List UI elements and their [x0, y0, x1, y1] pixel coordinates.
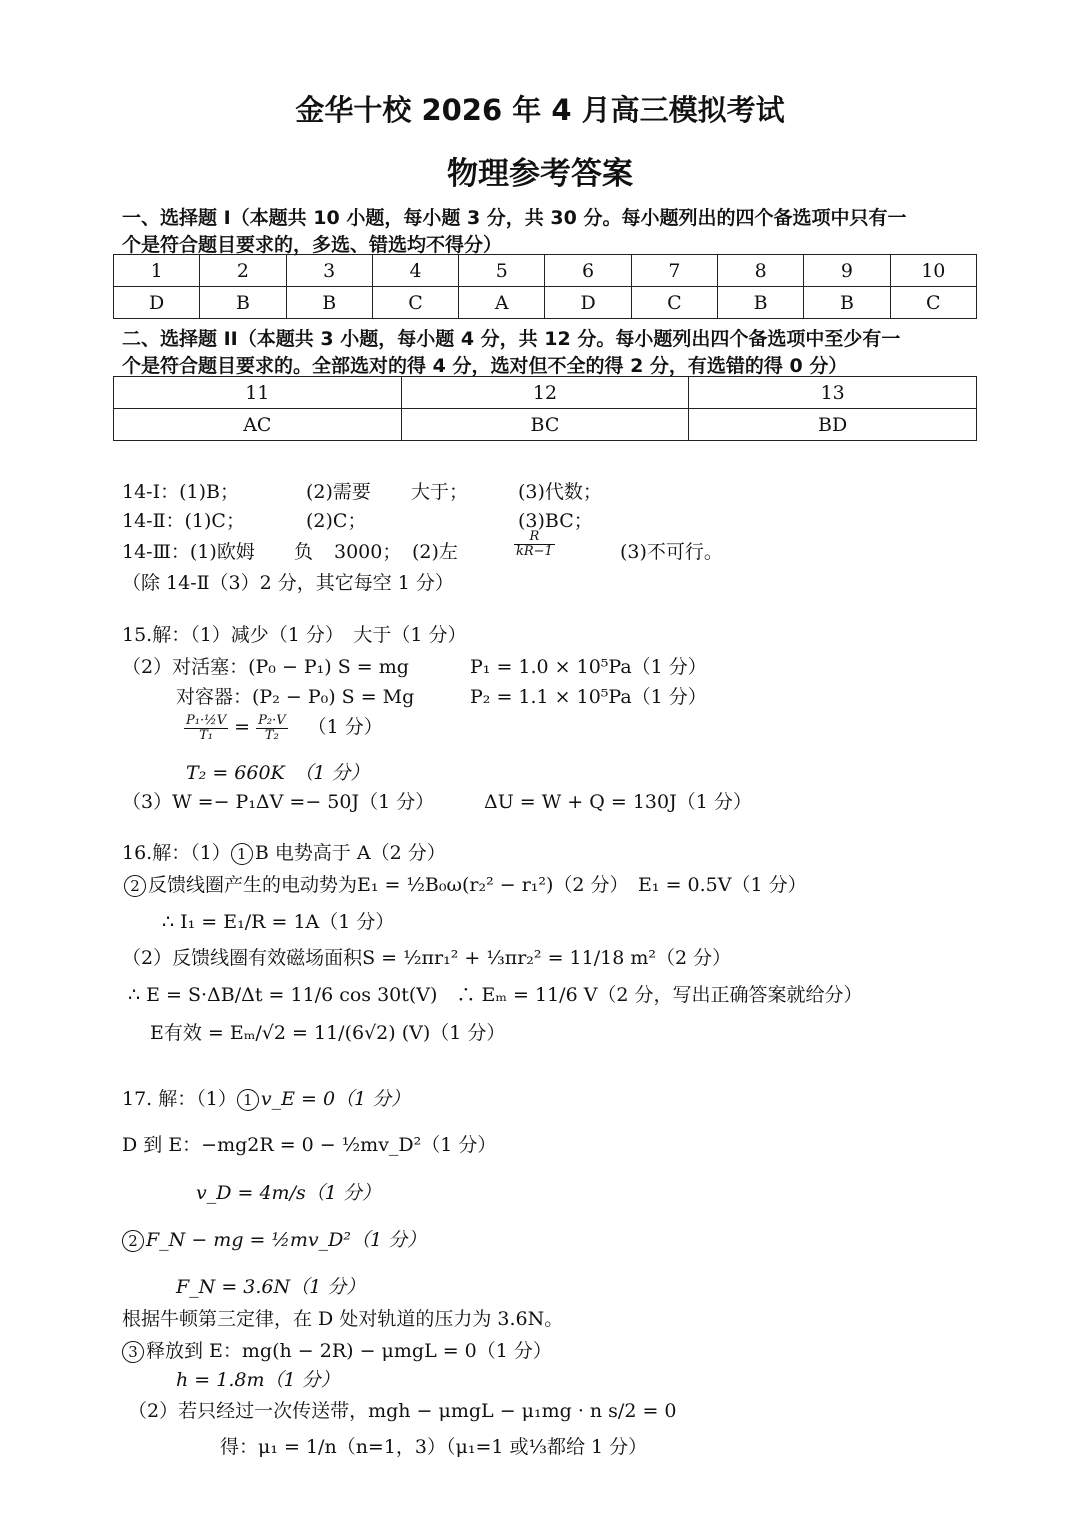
circled-number: 1: [231, 843, 253, 865]
table-cell: 1: [114, 255, 200, 287]
table-cell: 11: [114, 377, 402, 409]
fraction-numerator: R: [514, 530, 555, 545]
section1-heading-line2: 个是符合题目要求的，多选、错选均不得分）: [122, 234, 503, 256]
q16-line1: [122, 838, 446, 865]
q16-line5: ∴ E = S·ΔB/Δt = 11/6 cos 30t(V) ∴ Eₘ = 11/6 V（2 分，写出正确答案就给分）: [128, 984, 863, 1006]
q14-row3-part4: (2)左: [412, 541, 458, 563]
q15-line1: 15.解：（1）减少（1 分） 大于（1 分）: [122, 624, 467, 646]
section2-heading-line1: 二、选择题 II（本题共 3 小题，每小题 4 分，共 12 分。每小题列出四个备选项中至少有一: [122, 328, 901, 350]
table-cell: 13: [689, 377, 977, 409]
circled-number: 3: [122, 1341, 144, 1363]
table-row: [114, 255, 977, 287]
q17-line1: [122, 1084, 410, 1111]
table-cell: B: [200, 287, 286, 319]
table-cell: 8: [718, 255, 804, 287]
table-cell: C: [890, 287, 976, 319]
q16-emf-text: 反馈线圈产生的电动势为E₁ = ½B₀ω(r₂² − r₁²)（2 分） E₁ = 0.5V（1 分）: [148, 874, 807, 896]
q15-line6b: ΔU = W + Q = 130J（1 分）: [484, 791, 752, 813]
q15-line6a: （3）W =− P₁ΔV =− 50J（1 分）: [122, 791, 435, 813]
section2-answer-table: [113, 376, 977, 441]
q14-row1-part1: 14-Ⅰ：(1)B；: [122, 481, 239, 503]
q17-line3: v_D = 4m/s（1 分）: [196, 1182, 381, 1204]
q17-label: 17. 解：（1）: [122, 1088, 237, 1110]
table-cell: 7: [631, 255, 717, 287]
q14-scoring-note: （除 14-Ⅱ（3）2 分，其它每空 1 分）: [122, 572, 454, 594]
q14-row3-part1: 14-Ⅲ：(1)欧姆: [122, 541, 255, 563]
q15-line5: T₂ = 660K （1 分）: [186, 762, 370, 784]
q15-line2a: （2）对活塞：(P₀ − P₁) S = mg: [122, 656, 409, 678]
section2-heading-line2: 个是符合题目要求的。全部选对的得 4 分，选对但不全的得 2 分，有选错的得 0 分）: [122, 355, 848, 377]
score-label: （1 分）: [307, 716, 383, 738]
q15-line2b: P₁ = 1.0 × 10⁵Pa（1 分）: [470, 656, 707, 678]
q15-line3a: 对容器：(P₂ − P₀) S = Mg: [176, 686, 415, 708]
q16-line4: （2）反馈线圈有效磁场面积S = ½πr₁² + ⅓πr₂² = 11/18 m²（2 分）: [122, 947, 732, 969]
table-cell: B: [286, 287, 372, 319]
q17-line4: [122, 1225, 426, 1252]
q15-gas-law-equation: $\frac{\text{P₁·½V}}{\text{T₁}}$ = $\frac{\text{P₂·V}}{\text{T₂}}$ （1 分）: [186, 712, 383, 743]
answer-key-title: 物理参考答案: [447, 156, 633, 192]
table-cell: BC: [401, 409, 689, 441]
table-cell: 12: [401, 377, 689, 409]
fraction-denominator: kR−1: [516, 544, 553, 559]
table-cell: 5: [459, 255, 545, 287]
fraction-denominator: T₂: [264, 727, 279, 743]
table-cell: 6: [545, 255, 631, 287]
table-cell: AC: [114, 409, 402, 441]
q17-line2: D 到 E：−mg2R = 0 − ½mv_D²（1 分）: [122, 1134, 497, 1156]
table-cell: 4: [372, 255, 458, 287]
q16-line3: ∴ I₁ = E₁/R = 1A（1 分）: [162, 911, 395, 933]
section1-heading-line1: 一、选择题 I（本题共 10 小题，每小题 3 分，共 30 分。每小题列出的四个备选项中只有一: [122, 207, 907, 229]
table-cell: 2: [200, 255, 286, 287]
table-cell: A: [459, 287, 545, 319]
table-row: [114, 287, 977, 319]
fraction-numerator: P₁·½V: [186, 712, 227, 728]
q14-row1-part4: (3)代数；: [518, 481, 602, 503]
table-cell: BD: [689, 409, 977, 441]
table-cell: C: [372, 287, 458, 319]
q17-release-eq: 释放到 E：mg(h − 2R) − μmgL = 0（1 分）: [146, 1340, 552, 1362]
table-cell: D: [545, 287, 631, 319]
table-cell: 10: [890, 255, 976, 287]
table-row: [114, 377, 977, 409]
q15-line3b: P₂ = 1.1 × 10⁵Pa（1 分）: [470, 686, 707, 708]
q14-row1-part3: 大于；: [411, 481, 469, 503]
section1-answer-table: [113, 254, 977, 319]
q17-line5: F_N = 3.6N（1 分）: [176, 1276, 366, 1298]
table-cell: D: [114, 287, 200, 319]
table-row: [114, 409, 977, 441]
q17-line7: [122, 1336, 552, 1363]
q17-line6: 根据牛顿第三定律，在 D 处对轨道的压力为 3.6N。: [122, 1308, 564, 1330]
q17-line10: 得：μ₁ = 1/n（n=1，3）（μ₁=1 或⅓都给 1 分）: [220, 1436, 648, 1458]
q17-line8: h = 1.8m（1 分）: [176, 1369, 340, 1391]
fraction-numerator: P₂·V: [258, 712, 286, 728]
q14-row2-part1: 14-Ⅱ：(1)C；: [122, 510, 245, 532]
circled-number: 2: [124, 875, 146, 897]
q17-normal-force-eq: F_N − mg = ½mv_D²（1 分）: [146, 1229, 427, 1251]
table-cell: B: [804, 287, 890, 319]
table-cell: B: [718, 287, 804, 319]
circled-number: 2: [122, 1230, 144, 1252]
circled-number: 1: [237, 1089, 259, 1111]
q14-row3-part5: (3)不可行。: [620, 541, 723, 563]
q14-row2-part2: (2)C；: [306, 510, 367, 532]
table-cell: 3: [286, 255, 372, 287]
q14-row3-part3: 3000；: [334, 541, 402, 563]
fraction-denominator: T₁: [199, 727, 213, 743]
exam-title: 金华十校 2026 年 4 月高三模拟考试: [295, 93, 785, 127]
q14-row2-part3: (3)BC；: [518, 510, 593, 532]
q14-row1-part2: (2)需要: [306, 481, 371, 503]
table-cell: 9: [804, 255, 890, 287]
q16-line2: [124, 870, 807, 897]
q17-line9: （2）若只经过一次传送带，mgh − μmgL − μ₁mg · n s/2 = 0: [128, 1400, 677, 1422]
q16-line6: E有效 = Eₘ/√2 = 11/(6√2) (V)（1 分）: [150, 1022, 506, 1044]
q16-label: 16.解：（1）: [122, 842, 231, 864]
q16-answer1: B 电势高于 A（2 分）: [254, 842, 446, 864]
table-cell: C: [631, 287, 717, 319]
q14-fraction: [514, 530, 555, 559]
q17-answer1: v_E = 0（1 分）: [260, 1088, 411, 1110]
q14-row3-part2: 负: [294, 541, 314, 563]
